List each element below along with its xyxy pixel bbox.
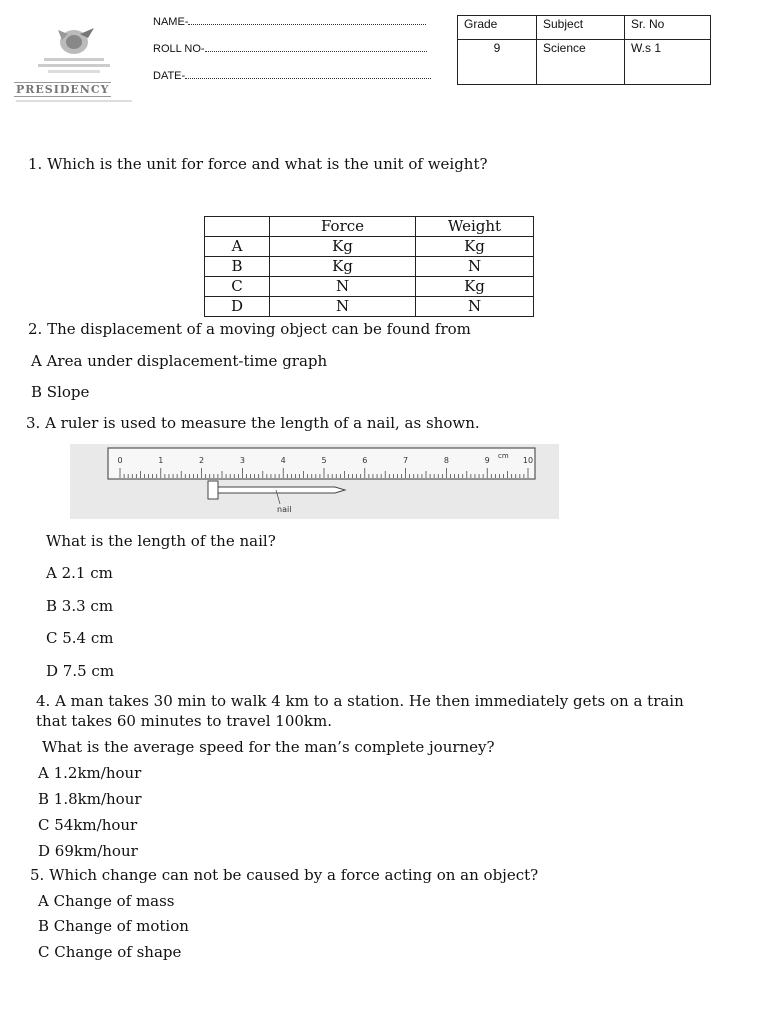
crest-icon [14, 24, 132, 84]
question-5-option-c: C Change of shape [38, 943, 182, 961]
question-5-option-b: B Change of motion [38, 917, 189, 935]
unit-table-row [205, 277, 534, 297]
ruler-number: 7 [403, 456, 409, 465]
sr-no-header: Sr. No [625, 16, 711, 40]
question-3-option-d: D 7.5 cm [46, 662, 115, 680]
grade-value: 9 [458, 40, 537, 85]
ruler-number: 4 [280, 456, 286, 465]
ruler-number: 6 [362, 456, 368, 465]
info-table [457, 15, 711, 85]
question-4-option-b: B 1.8km/hour [38, 790, 142, 808]
roll-no-label: ROLL NO- [153, 43, 205, 55]
question-2-option-a: A Area under displacement-time graph [31, 352, 328, 370]
unit-table-corner [205, 217, 270, 237]
weight-cell: N [416, 297, 534, 317]
ruler-number: 1 [158, 456, 164, 465]
subject-header: Subject [537, 16, 625, 40]
unit-table-row [205, 237, 534, 257]
row-label: C [205, 277, 270, 297]
ruler-unit-label: cm [498, 452, 509, 460]
ruler-number: 10 [522, 456, 534, 465]
question-3-option-b: B 3.3 cm [46, 597, 114, 615]
subject-value: Science [537, 40, 625, 85]
question-1: 1. Which is the unit for force and what is the unit of weight? [28, 155, 488, 173]
question-3-option-c: C 5.4 cm [46, 629, 114, 647]
weight-cell: N [416, 257, 534, 277]
row-label: D [205, 297, 270, 317]
force-cell: Kg [270, 237, 416, 257]
name-field[interactable] [153, 14, 426, 28]
date-field[interactable] [153, 68, 431, 82]
ruler-number: 8 [443, 456, 449, 465]
name-label: NAME- [153, 16, 189, 28]
question-2-option-b: B Slope [31, 383, 90, 401]
row-label: B [205, 257, 270, 277]
force-cell: N [270, 297, 416, 317]
ruler-number: 3 [239, 456, 245, 465]
ruler-figure [70, 444, 559, 519]
sr-no-value: W.s 1 [625, 40, 711, 85]
unit-table-header-force: Force [270, 217, 416, 237]
grade-header: Grade [458, 16, 537, 40]
unit-table [204, 216, 534, 317]
ruler-number: 0 [117, 456, 123, 465]
row-label: A [205, 237, 270, 257]
question-5-option-a: A Change of mass [38, 892, 175, 910]
question-3: 3. A ruler is used to measure the length of a nail, as shown. [26, 414, 480, 432]
question-4-option-d: D 69km/hour [38, 842, 138, 860]
ruler-number: 5 [321, 456, 327, 465]
question-3-option-a: A 2.1 cm [46, 564, 113, 582]
ruler-number: 2 [199, 456, 205, 465]
question-3-sub: What is the length of the nail? [46, 532, 276, 550]
question-2: 2. The displacement of a moving object can be found from [28, 320, 471, 338]
weight-cell: Kg [416, 277, 534, 297]
unit-table-header-weight: Weight [416, 217, 534, 237]
roll-no-field[interactable] [153, 41, 427, 55]
question-5: 5. Which change can not be caused by a force acting on an object? [30, 866, 539, 884]
unit-table-row [205, 297, 534, 317]
nail-label: nail [277, 505, 292, 514]
ruler-diagram [70, 444, 559, 519]
force-cell: Kg [270, 257, 416, 277]
question-4-line-1: 4. A man takes 30 min to walk 4 km to a station. He then immediately gets on a train [36, 692, 684, 710]
question-4-option-a: A 1.2km/hour [38, 764, 142, 782]
question-4-sub: What is the average speed for the man’s complete journey? [42, 738, 495, 756]
school-logo [14, 24, 132, 102]
date-label: DATE- [153, 70, 186, 82]
question-4-line-2: that takes 60 minutes to travel 100km. [36, 712, 332, 730]
force-cell: N [270, 277, 416, 297]
ruler-number: 9 [484, 456, 490, 465]
weight-cell: Kg [416, 237, 534, 257]
unit-table-row [205, 257, 534, 277]
question-4-option-c: C 54km/hour [38, 816, 138, 834]
logo-text: PRESIDENCY [16, 83, 110, 96]
